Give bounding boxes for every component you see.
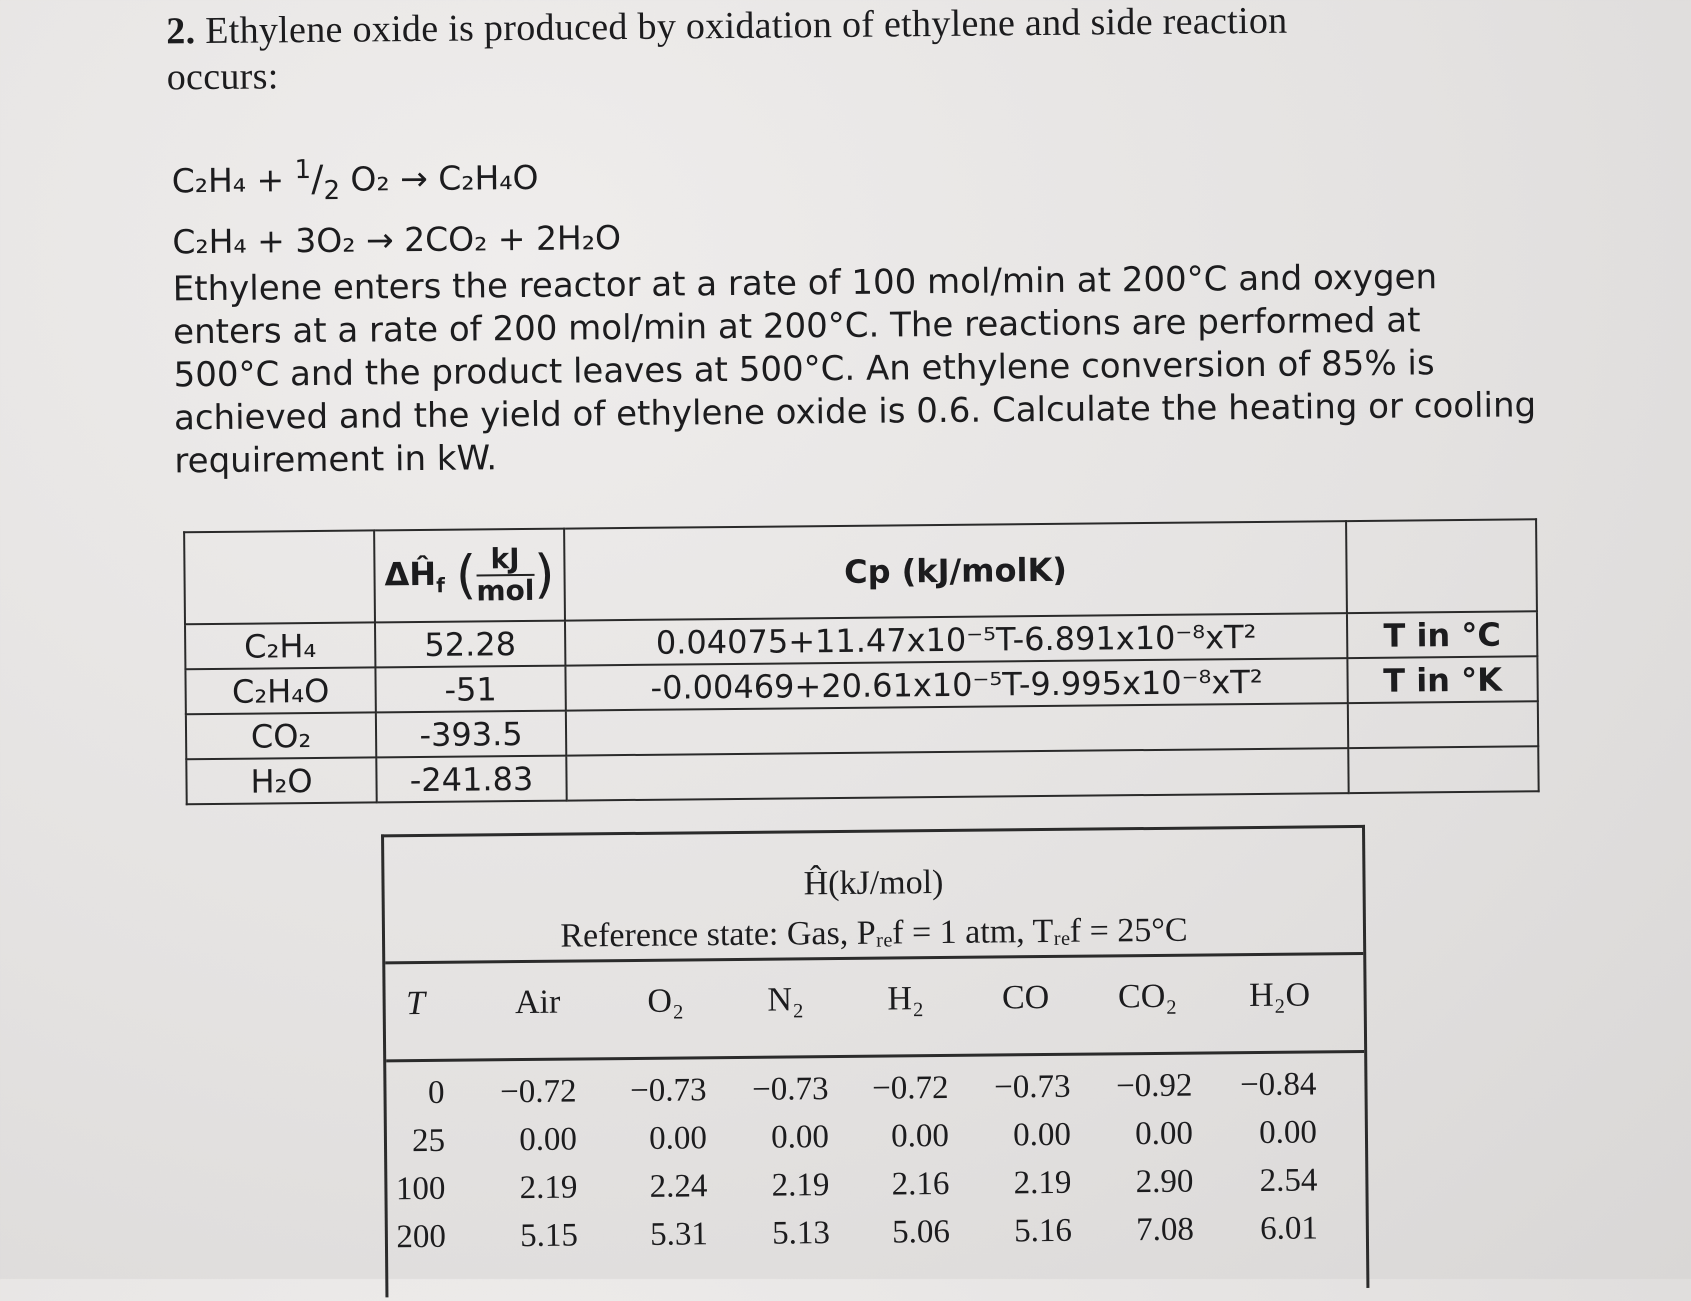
properties-cell-unit: T in °K (1347, 656, 1537, 703)
heat-of-formation-header: $\Delta Ĥ_f$ ( kJ mol ) (374, 529, 565, 623)
enthalpy-column-header: Air (514, 983, 561, 1022)
enthalpy-column-headers (385, 976, 1363, 1035)
enthalpy-cell: 6.01 (1259, 1210, 1319, 1247)
properties-cell-cp: 0.04075+11.47x10⁻⁵T-6.891x10⁻⁸xT² (565, 613, 1347, 666)
problem-text-line2: occurs: (166, 55, 279, 99)
enthalpy-cell: 5.16 (1013, 1212, 1073, 1250)
enthalpy-cell: −0.73 (751, 1071, 829, 1108)
reaction-2: C₂H₄ + 3O₂ → 2CO₂ + 2H₂O (172, 218, 622, 262)
properties-cell-unit: T in °C (1347, 611, 1537, 658)
enthalpy-cell: 25 (411, 1122, 446, 1160)
paragraph-line: requirement in kW. (174, 438, 498, 482)
properties-cell-cp (566, 703, 1348, 756)
reaction-1-right: O₂ → C₂H₄O (339, 157, 539, 199)
enthalpy-cell: 0.00 (1259, 1114, 1318, 1151)
dh-symbol: ΔĤ (384, 554, 437, 594)
properties-cell-species: H₂O (186, 757, 376, 804)
dh-unit-denominator: mol (476, 573, 535, 608)
properties-cell-dhf: -51 (375, 666, 565, 713)
enthalpy-cell: 2.16 (891, 1165, 950, 1203)
enthalpy-cell: 2.19 (519, 1169, 578, 1207)
enthalpy-column-header: N₂ (767, 981, 805, 1019)
enthalpy-cell: 5.06 (891, 1213, 951, 1251)
problem-number: 2. (166, 10, 196, 53)
reaction-1 (171, 142, 620, 217)
paragraph-line: achieved and the yield of ethylene oxide is 0.6. Calculate the heating or cooling (173, 385, 1537, 439)
enthalpy-column-header: H₂O (1248, 976, 1311, 1015)
enthalpy-column-header: O₂ (647, 982, 685, 1020)
properties-cell-unit (1348, 701, 1538, 748)
properties-cell-cp: -0.00469+20.61x10⁻⁵T-9.995x10⁻⁸xT² (565, 658, 1347, 711)
paragraph-line: Ethylene enters the reactor at a rate of 100 mol/min at 200°C and oxygen (172, 257, 1438, 310)
reaction-equations (171, 142, 621, 267)
properties-table (183, 518, 1540, 805)
enthalpy-cell: 7.08 (1135, 1211, 1195, 1249)
problem-text-line1: Ethylene oxide is produced by oxidation of ethylene and side reaction (205, 0, 1288, 53)
header-unit-cell (1346, 519, 1537, 613)
properties-cell-species: CO₂ (186, 712, 376, 759)
properties-cell-dhf: -393.5 (376, 711, 566, 758)
enthalpy-cell: 0.00 (1013, 1116, 1072, 1154)
enthalpy-cell: 2.54 (1259, 1162, 1318, 1199)
enthalpy-table-title: Ĥ(kJ/mol) (803, 863, 944, 903)
header-empty-cell (184, 530, 375, 624)
enthalpy-cell: 200 (396, 1218, 447, 1256)
enthalpy-cell: 0.00 (771, 1119, 830, 1156)
enthalpy-column-header: CO₂ (1117, 977, 1178, 1016)
enthalpy-cell: −0.72 (871, 1069, 949, 1107)
problem-paragraph (173, 255, 1555, 483)
paragraph-line: enters at a rate of 200 mol/min at 200°C. The reactions are performed at (173, 300, 1421, 353)
enthalpy-cell: −0.92 (1115, 1067, 1193, 1105)
enthalpy-cell: 0.00 (649, 1120, 708, 1157)
enthalpy-cell: −0.72 (499, 1073, 577, 1111)
enthalpy-reference-state: Reference state: Gas, Pᵣₑf = 1 atm, Tᵣₑf = 25°C (560, 911, 1188, 955)
enthalpy-cell: 0.00 (891, 1117, 950, 1155)
enthalpy-cell: 0.00 (1135, 1115, 1194, 1153)
fraction-numerator: 1 (294, 155, 312, 186)
dh-subscript: f (436, 573, 446, 598)
reaction-1-fraction: $^1/_2$ (294, 155, 341, 207)
enthalpy-column-header: T (406, 984, 426, 1023)
properties-cell-species: C₂H₄ (185, 622, 375, 669)
properties-cell-dhf: -241.83 (376, 756, 566, 803)
enthalpy-rows (386, 1066, 1366, 1267)
properties-cell-cp (566, 748, 1348, 801)
enthalpy-cell: 100 (395, 1170, 446, 1208)
enthalpy-row (388, 1210, 1366, 1267)
enthalpy-column-header: H₂ (887, 980, 925, 1018)
fraction-denominator: 2 (323, 175, 341, 207)
paragraph-line: 500°C and the product leaves at 500°C. An ethylene conversion of 85% is (173, 343, 1435, 396)
enthalpy-table (381, 825, 1369, 1297)
enthalpy-column-header: CO (1001, 978, 1050, 1017)
reaction-1-left: C₂H₄ + (171, 160, 295, 201)
properties-cell-species: C₂H₄O (185, 667, 375, 714)
properties-header-row (184, 519, 1537, 624)
enthalpy-cell: 5.13 (771, 1215, 831, 1252)
enthalpy-cell: −0.73 (629, 1072, 707, 1110)
enthalpy-cell: 2.90 (1135, 1163, 1194, 1201)
enthalpy-cell: 2.19 (771, 1167, 830, 1204)
enthalpy-cell: 0 (427, 1074, 445, 1111)
properties-cell-dhf: 52.28 (375, 621, 565, 668)
properties-cell-unit (1348, 746, 1538, 793)
enthalpy-cell: 0.00 (519, 1121, 578, 1159)
table-rule (386, 1050, 1364, 1062)
enthalpy-cell: 5.15 (519, 1217, 579, 1255)
enthalpy-cell: 5.31 (649, 1216, 709, 1253)
enthalpy-cell: −0.73 (993, 1068, 1071, 1106)
dh-unit-numerator: kJ (476, 544, 534, 577)
enthalpy-cell: 2.19 (1013, 1164, 1072, 1202)
enthalpy-cell: −0.84 (1239, 1066, 1317, 1104)
enthalpy-cell: 2.24 (649, 1168, 708, 1205)
cp-header: Cp (kJ/molK) (564, 521, 1347, 621)
problem-statement (166, 0, 1567, 100)
